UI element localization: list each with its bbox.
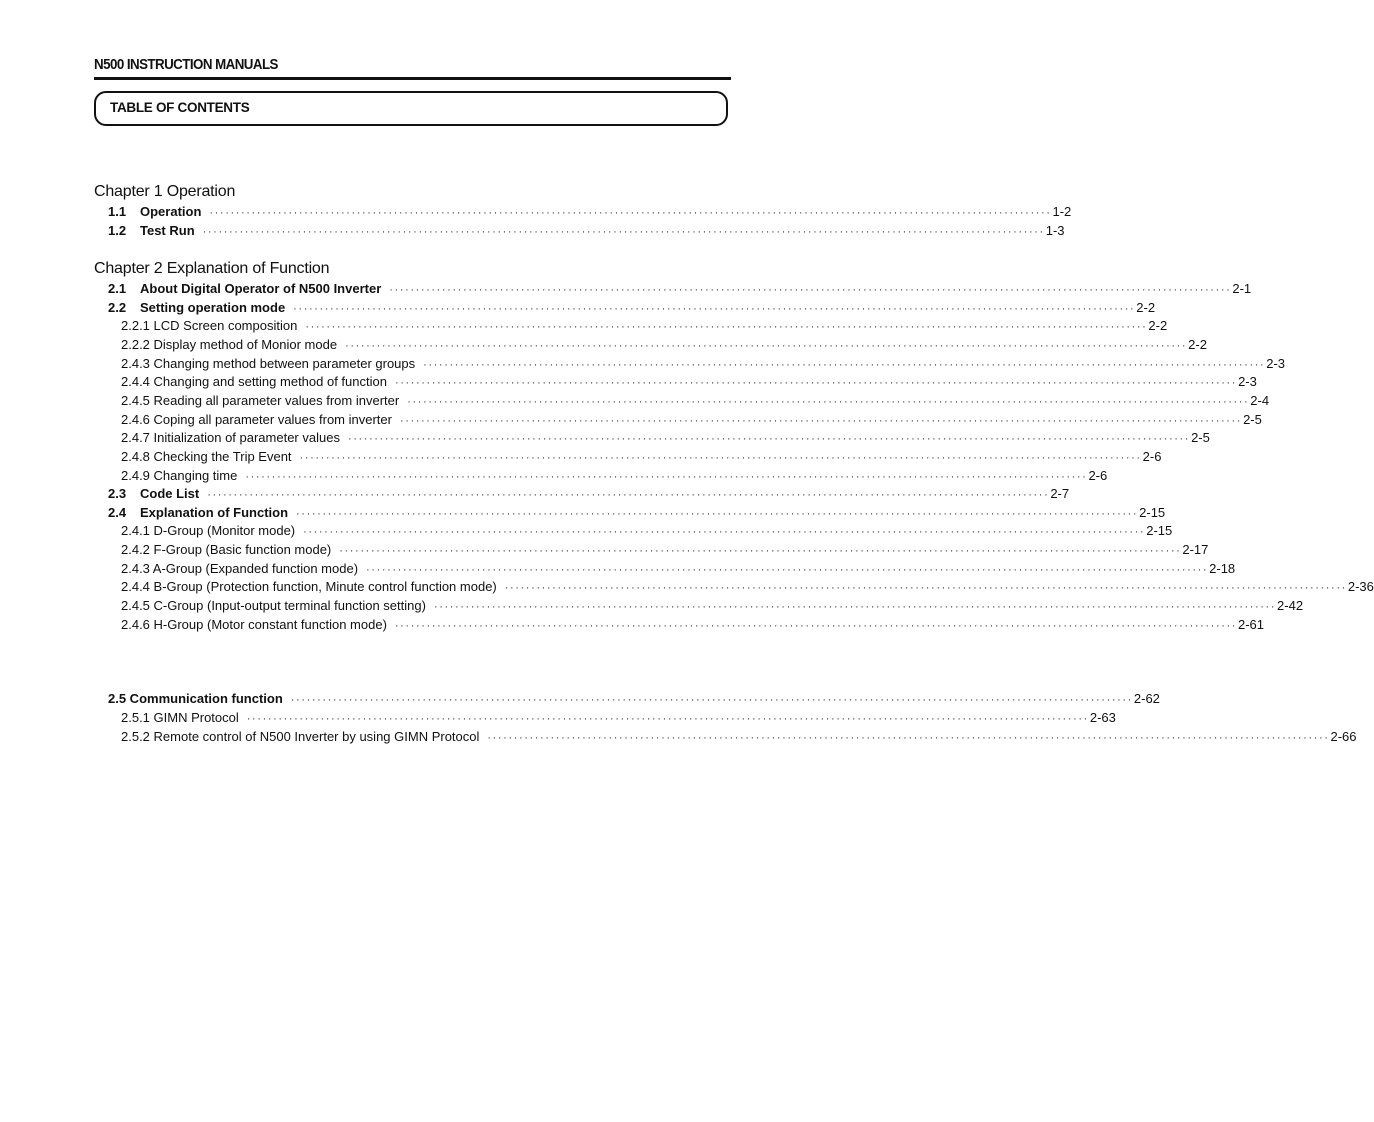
- header-rule: [94, 77, 731, 80]
- dot-leader: ································································································································································: [399, 415, 1243, 427]
- dot-leader: ································································································································································: [487, 732, 1330, 744]
- toc-entry: [121, 448, 1162, 466]
- toc-entry-page: 2-6: [1142, 449, 1162, 464]
- dot-leader: ································································································································································: [299, 452, 1142, 464]
- dot-leader: ································································································································································: [209, 207, 1052, 219]
- dot-leader: ································································································································································: [394, 377, 1238, 389]
- toc-entry-page: 2-15: [1139, 505, 1166, 520]
- toc-entry-text: 2.2.2 Display method of Monior mode: [121, 337, 338, 352]
- toc-entry-text: Operation: [140, 204, 202, 219]
- toc-entry-text: 2.5 Communication function: [108, 691, 283, 706]
- toc-entry-page: 2-15: [1146, 523, 1173, 538]
- toc-entry-page: 2-4: [1250, 393, 1270, 408]
- toc-entry-text: 2.4.7 Initialization of parameter values: [121, 430, 340, 445]
- dot-leader: ································································································································································: [290, 694, 1133, 706]
- toc-entry: [121, 317, 1168, 335]
- toc-entry: [121, 616, 1265, 634]
- dot-leader: ································································································································································: [293, 303, 1136, 315]
- toc-entry: [121, 709, 1116, 727]
- toc-entry: [121, 522, 1173, 540]
- toc-entry-text: 2.5.1 GIMN Protocol: [121, 710, 239, 725]
- toc-entry-page: 2-3: [1238, 374, 1257, 389]
- toc-entry-label: [121, 597, 434, 615]
- toc-entry-page: 2-7: [1050, 486, 1070, 501]
- toc-entry-text: 2.4.3 A-Group (Expanded function mode): [121, 561, 359, 576]
- toc-entry: [121, 411, 1262, 429]
- toc-entry-page: 2-6: [1088, 468, 1108, 483]
- toc-entry-text: Setting operation mode: [140, 300, 286, 315]
- toc-entry-label: [121, 317, 305, 335]
- toc-entry-page: 2-2: [1148, 318, 1168, 333]
- toc-entry: [121, 467, 1108, 485]
- toc-entry-page: 2-61: [1238, 617, 1265, 632]
- toc-entry: [121, 728, 1357, 746]
- toc-entry-label: [121, 616, 395, 634]
- toc-entry-page: 2-1: [1232, 281, 1252, 296]
- toc-entry-page: 1-2: [1052, 204, 1072, 219]
- toc-title-box: [94, 91, 728, 126]
- toc-entry-page: 2-42: [1277, 598, 1304, 613]
- toc-entry-label: [121, 336, 345, 354]
- chapter-2-title: Chapter 2 Explanation of Function: [94, 260, 330, 277]
- toc-entry-label: [121, 467, 245, 485]
- toc-entry-label: [108, 485, 207, 503]
- toc-entry-label: [108, 222, 203, 240]
- toc-entry-text: Test Run: [140, 223, 195, 238]
- toc-entry: [108, 299, 1156, 317]
- dot-leader: ································································································································································: [394, 620, 1237, 632]
- toc-entry-text: 2.4.1 D-Group (Monitor mode): [121, 523, 296, 538]
- toc-entry-page: 2-17: [1182, 542, 1209, 557]
- dot-leader: ································································································································································: [296, 508, 1139, 520]
- dot-leader: ································································································································································: [433, 601, 1277, 613]
- toc-entry: [108, 690, 1160, 708]
- toc-entry: [121, 578, 1374, 596]
- toc-entry-text: 2.4.2 F-Group (Basic function mode): [121, 542, 332, 557]
- toc-entry-page: 2-18: [1209, 561, 1236, 576]
- toc-entry-text: Explanation of Function: [140, 505, 289, 520]
- toc-entry-page: 2-3: [1266, 356, 1286, 371]
- toc-entry-text: 2.5.2 Remote control of N500 Inverter by using GIMN Protocol: [121, 729, 480, 744]
- toc-entry-page: 2-66: [1330, 729, 1357, 744]
- manual-header-title: N500 INSTRUCTION MANUALS: [94, 57, 278, 73]
- toc-entry-number: 1.2: [108, 223, 127, 238]
- toc-entry-number: 2.2: [108, 300, 127, 315]
- toc-entry-label: [121, 355, 423, 373]
- toc-entry-text: 2.4.3 Changing method between parameter groups: [121, 356, 416, 371]
- toc-entry-number: 1.1: [108, 204, 127, 219]
- dot-leader: ································································································································································: [366, 564, 1209, 576]
- toc-entry-label: [121, 578, 505, 596]
- toc-entry-label: [121, 373, 395, 391]
- toc-entry-label: [108, 203, 209, 221]
- toc-entry-page: 2-62: [1133, 691, 1160, 706]
- toc-entry: [108, 203, 1072, 221]
- toc-entry: [121, 336, 1207, 354]
- toc-entry-text: 2.4.6 Coping all parameter values from inverter: [121, 412, 392, 427]
- toc-entry-text: 2.4.6 H-Group (Motor constant function mode): [121, 617, 387, 632]
- toc-entry-text: 2.4.5 C-Group (Input-output terminal function setting): [121, 598, 426, 613]
- toc-entry-label: [121, 392, 407, 410]
- toc-entry-label: [121, 728, 487, 746]
- toc-entry: [121, 355, 1286, 373]
- toc-entry: [121, 541, 1209, 559]
- toc-entry-page: 2-63: [1089, 710, 1116, 725]
- dot-leader: ································································································································································: [423, 359, 1266, 371]
- toc-entry-label: [121, 448, 300, 466]
- dot-leader: ································································································································································: [407, 396, 1250, 408]
- toc-entry-label: [108, 690, 291, 708]
- toc-entry-label: [121, 411, 400, 429]
- dot-leader: ································································································································································: [303, 526, 1146, 538]
- toc-entry-label: [121, 522, 303, 540]
- toc-entry-text: 2.4.4 B-Group (Protection function, Minute control function mode): [121, 579, 497, 594]
- toc-entry-page: 2-2: [1136, 300, 1156, 315]
- toc-entry-text: 2.4.9 Changing time: [121, 468, 238, 483]
- toc-entry-page: 2-5: [1243, 412, 1262, 427]
- toc-entry: [121, 392, 1270, 410]
- dot-leader: ································································································································································: [345, 340, 1188, 352]
- toc-entry: [108, 280, 1252, 298]
- dot-leader: ································································································································································: [389, 284, 1232, 296]
- toc-entry: [121, 429, 1210, 447]
- dot-leader: ································································································································································: [305, 321, 1148, 333]
- toc-entry-label: [121, 560, 366, 578]
- chapter-1-title: Chapter 1 Operation: [94, 183, 236, 200]
- toc-entry-text: 2.4.8 Checking the Trip Event: [121, 449, 292, 464]
- toc-entry-label: [121, 709, 247, 727]
- dot-leader: ································································································································································: [339, 545, 1182, 557]
- dot-leader: ································································································································································: [245, 471, 1088, 483]
- toc-entry-label: [121, 429, 348, 447]
- dot-leader: ································································································································································: [202, 226, 1045, 238]
- dot-leader: ································································································································································: [246, 713, 1089, 725]
- toc-entry-label: [108, 280, 389, 298]
- toc-entry: [121, 373, 1257, 391]
- dot-leader: ································································································································································: [347, 433, 1191, 445]
- toc-entry-text: About Digital Operator of N500 Inverter: [140, 281, 382, 296]
- toc-entry-page: 2-36: [1347, 579, 1374, 594]
- toc-entry-number: 2.1: [108, 281, 127, 296]
- toc-entry: [108, 485, 1070, 503]
- toc-entry: [108, 504, 1166, 522]
- toc-title: TABLE OF CONTENTS: [110, 100, 250, 115]
- dot-leader: ································································································································································: [504, 582, 1347, 594]
- toc-entry-label: [108, 299, 293, 317]
- toc-entry-text: 2.4.5 Reading all parameter values from inverter: [121, 393, 400, 408]
- toc-entry: [121, 597, 1304, 615]
- toc-entry: [121, 560, 1236, 578]
- toc-entry-number: 2.4: [108, 505, 127, 520]
- toc-entry-text: Code List: [140, 486, 200, 501]
- toc-entry-number: 2.3: [108, 486, 127, 501]
- toc-entry-text: 2.4.4 Changing and setting method of function: [121, 374, 387, 389]
- toc-entry-label: [121, 541, 339, 559]
- toc-entry-page: 2-2: [1188, 337, 1207, 352]
- toc-entry: [108, 222, 1065, 240]
- toc-entry-page: 2-5: [1191, 430, 1210, 445]
- toc-entry-page: 1-3: [1045, 223, 1065, 238]
- toc-entry-label: [108, 504, 296, 522]
- toc-entry-text: 2.2.1 LCD Screen composition: [121, 318, 298, 333]
- dot-leader: ································································································································································: [207, 489, 1050, 501]
